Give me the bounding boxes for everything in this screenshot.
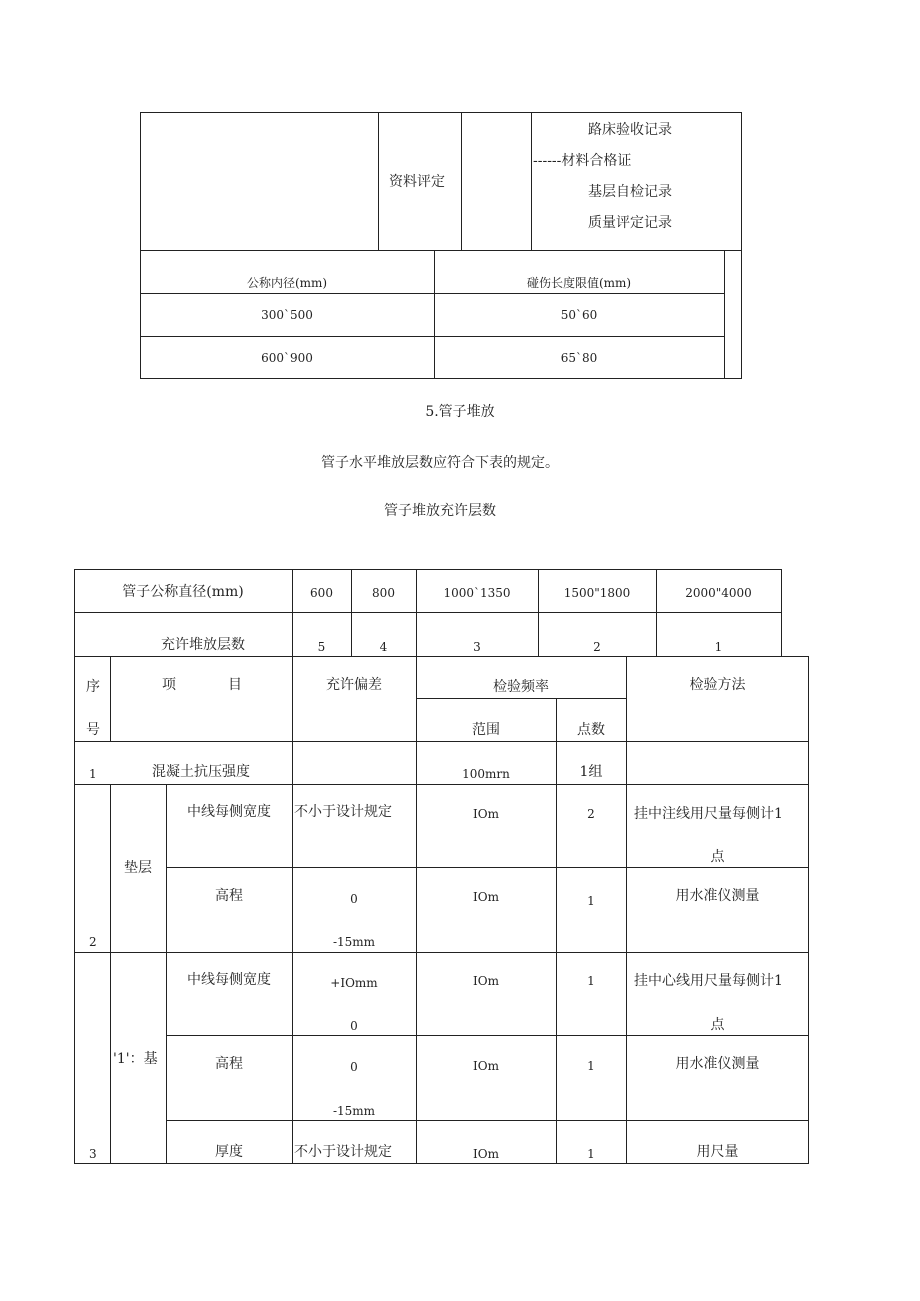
row-range: IOm [473,974,499,988]
row-range: IOm [473,1059,499,1073]
row-seq: 2 [89,935,97,949]
points-header: 点数 [577,722,605,738]
row-item: 中线每侧宽度 [187,804,271,820]
table-cell: 50`60 [560,308,598,322]
seq-header: 序 [86,679,100,695]
row-method: 用尺量 [696,1144,739,1160]
row-item: 高程 [215,1056,243,1072]
row-range: 100mrn [462,767,510,781]
row-points: 1 [587,974,595,988]
row-range: IOm [473,890,499,904]
row-tolerance: +IOmm [330,976,378,990]
row-points: 1 [587,1147,595,1161]
table-cell: 65`80 [560,351,598,365]
table-cell: 300`500 [261,308,313,322]
row-range: IOm [473,1147,499,1161]
row-points: 1 [587,1059,595,1073]
nominal-diameter-header: 公称内径(mm) [246,276,328,290]
table-cell: 2 [593,640,601,654]
row-tolerance: -15mm [332,1104,376,1118]
row-tolerance: 0 [350,892,358,906]
method-header: 检验方法 [689,677,746,693]
damage-limit-header: 碰伤长度限值(mm) [526,276,632,290]
row-tolerance: 不小于设计规定 [294,1144,392,1160]
record-item: 质量评定记录 [588,215,672,231]
row-method: 点 [710,849,725,865]
row-tolerance: 0 [350,1019,358,1033]
table-cell: 5 [317,640,326,654]
table-cell: 2000"4000 [685,586,752,600]
row-item: 中线每侧宽度 [187,972,271,988]
table-cell: 4 [379,640,388,654]
table-title: 管子堆放充许层数 [384,503,496,519]
tolerance-header: 充许偏差 [326,677,382,693]
row-method: 用水准仪测量 [675,888,760,904]
table-cell: 800 [372,586,395,600]
row-tolerance: 0 [350,1060,358,1074]
frequency-header: 检验频率 [493,679,549,695]
table-cell: 3 [473,640,481,654]
data-evaluation-label: 资料评定 [389,174,445,190]
section-heading: 5.管子堆放 [425,404,495,420]
table-cell: 600 [310,586,333,600]
record-item: ------材料合格证 [533,153,632,169]
diameter-row-label: 管子公称直径(mm) [122,584,244,600]
row-item: 高程 [215,888,243,904]
row-item: 厚度 [215,1144,243,1160]
row-points: 1 [587,894,595,908]
item-header: 项 [162,677,176,693]
row-tolerance: 不小于设计规定 [294,804,392,820]
seq-header: 号 [86,722,100,738]
row-method: 挂中心线用尺量每侧计1 [634,973,783,989]
table-cell: 1500"1800 [563,586,631,600]
row-method: 挂中注线用尺量每侧计1 [634,806,783,822]
layers-row-label: 充许堆放层数 [161,637,245,653]
range-header: 范围 [472,722,500,738]
group-name: '1'：基 [113,1051,158,1067]
row-range: IOm [473,807,499,821]
section-paragraph: 管子水平堆放层数应符合下表的规定。 [321,455,559,471]
row-seq: 1 [89,767,97,781]
row-method: 用水准仪测量 [675,1056,760,1072]
row-item: 混凝土抗压强度 [152,764,250,780]
record-item: 基层自检记录 [588,184,672,200]
table-cell: 1 [714,640,723,654]
row-points: 2 [587,807,595,821]
item-header: 目 [228,677,242,693]
table-cell: 1000`1350 [443,586,511,600]
record-item: 路床验收记录 [588,122,672,138]
row-seq: 3 [89,1147,97,1161]
table-cell: 600`900 [261,351,313,365]
row-points: 1组 [579,764,603,780]
row-method: 点 [710,1017,725,1033]
row-tolerance: -15mm [332,935,376,949]
group-name: 垫层 [124,860,152,876]
